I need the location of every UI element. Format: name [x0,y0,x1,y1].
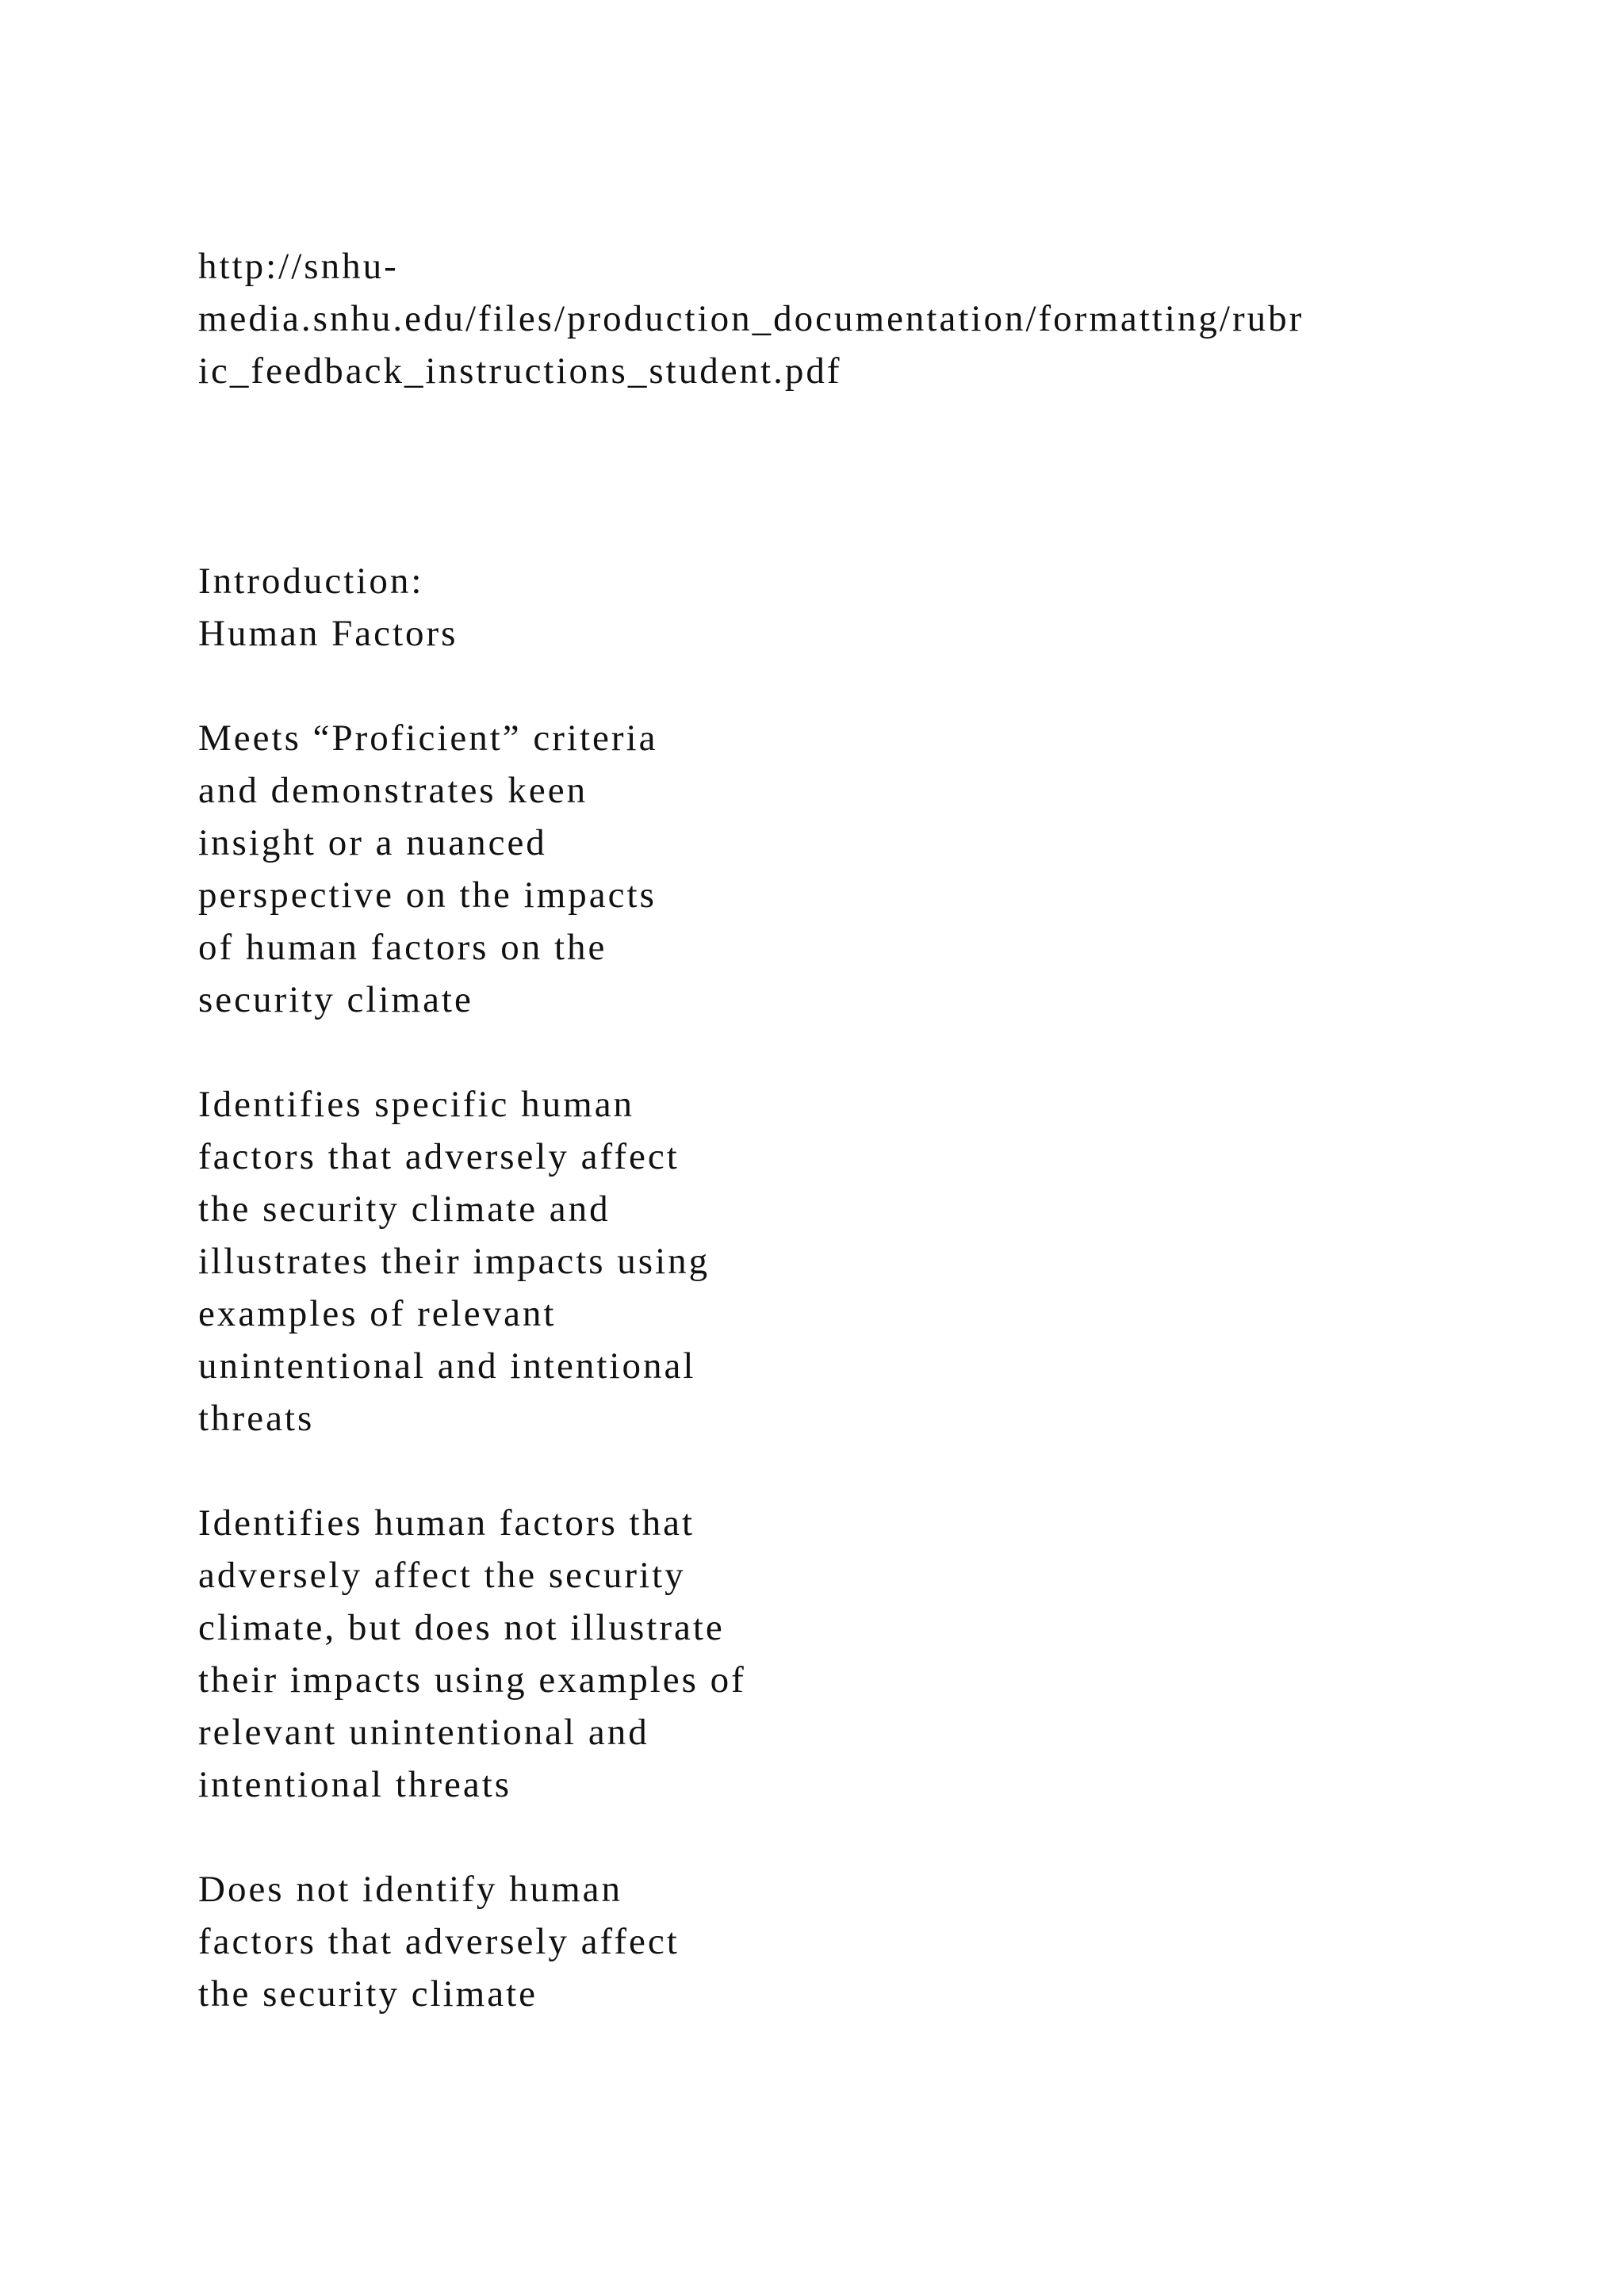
proficient-line-1: Identifies specific human [198,1084,635,1125]
proficient-line-3: the security climate and [198,1188,611,1230]
url-line-3: ic_feedback_instructions_student.pdf [198,350,842,392]
exemplary-line-5: of human factors on the [198,927,607,968]
url-line-2: media.snhu.edu/files/production_documentation/formatting/rubr [198,298,1304,339]
needs-improvement-line-3: climate, but does not illustrate [198,1607,725,1648]
not-evident-line-2: factors that adversely affect [198,1921,680,1962]
proficient-line-5: examples of relevant [198,1293,557,1334]
proficient-line-2: factors that adversely affect [198,1136,680,1177]
needs-improvement-line-6: intentional threats [198,1764,512,1805]
exemplary-line-6: security climate [198,979,473,1020]
not-evident-line-3: the security climate [198,1973,538,2015]
exemplary-line-4: perspective on the impacts [198,874,657,916]
needs-improvement-line-1: Identifies human factors that [198,1502,695,1544]
not-evident-line-1: Does not identify human [198,1869,623,1910]
proficient-line-4: illustrates their impacts using [198,1241,710,1282]
url-line-1: http://snhu- [198,246,399,287]
section-title-line-2: Human Factors [198,613,458,654]
proficient-line-7: threats [198,1398,315,1439]
exemplary-line-1: Meets “Proficient” criteria [198,718,658,759]
needs-improvement-line-5: relevant unintentional and [198,1712,649,1753]
section-title-line-1: Introduction: [198,561,424,602]
proficient-line-6: unintentional and intentional [198,1345,696,1387]
needs-improvement-line-2: adversely affect the security [198,1555,686,1596]
exemplary-line-3: insight or a nuanced [198,822,547,863]
exemplary-line-2: and demonstrates keen [198,770,588,811]
needs-improvement-line-4: their impacts using examples of [198,1659,746,1701]
